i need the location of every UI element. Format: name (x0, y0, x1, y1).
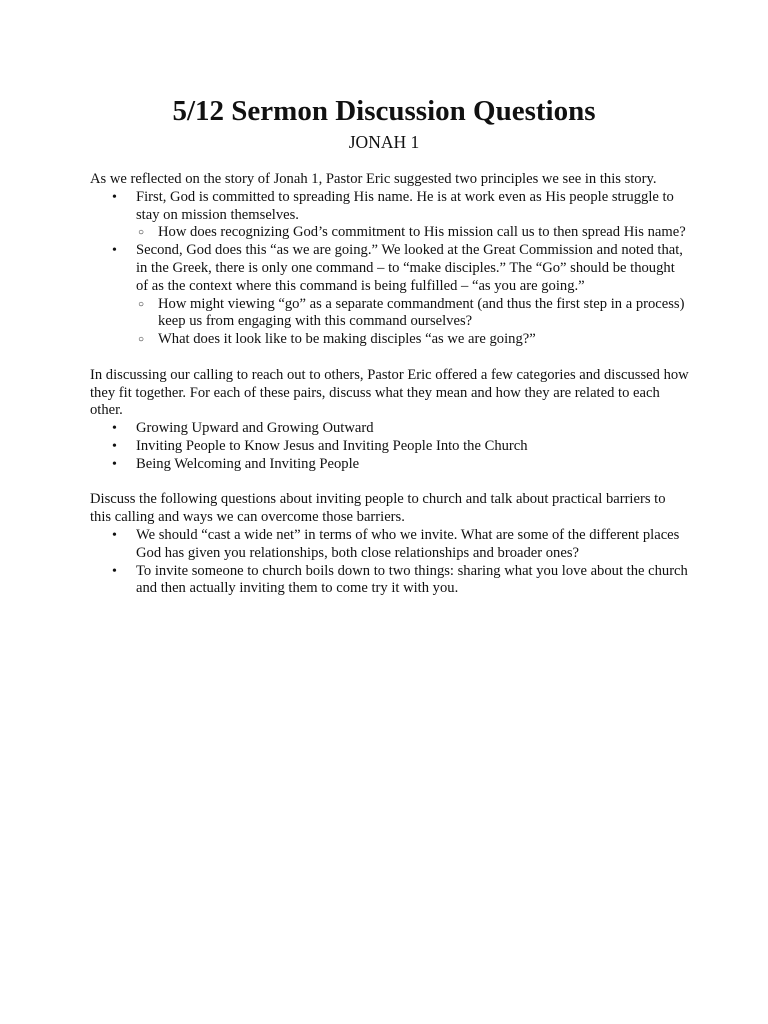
page-subtitle: JONAH 1 (348, 132, 420, 152)
sub-list-item-text: How does recognizing God’s commitment to His mission call us to then spread His name? (158, 224, 686, 241)
section-2-list (90, 420, 690, 473)
bullet-marker: • (112, 527, 117, 543)
list-item (90, 438, 690, 456)
section-3-list (90, 527, 690, 598)
list-item-text: Second, God does this “as we are going.” We looked at the Great Commission and noted that, in the Greek, there is only one command – to “make disciples.” The “Go” should be thought of as the context where this command is being fulfilled – “as you are going.” (136, 242, 683, 294)
sub-list (136, 296, 690, 349)
section-1-list (90, 189, 690, 349)
list-item-text: To invite someone to church boils down to two things: sharing what you love about the church and then actually inviting them to come try it with you. (136, 562, 688, 597)
list-item-text: Inviting People to Know Jesus and Inviting People Into the Church (136, 437, 528, 454)
list-item-text: Growing Upward and Growing Outward (136, 420, 374, 437)
sub-list (136, 224, 690, 242)
section-2-intro: In discussing our calling to reach out to others, Pastor Eric offered a few categories and discussed how they fit together. For each of these pairs, discuss what they mean and how they are related to each other. (90, 366, 689, 419)
sub-bullet-marker: ○ (138, 298, 145, 310)
paragraph-spacer (90, 349, 690, 367)
list-item (90, 527, 690, 563)
sub-bullet-marker: ○ (138, 227, 145, 239)
sub-list-item-text: How might viewing “go” as a separate commandment (and thus the first step in a process) keep us from engaging with this command ourselves? (158, 295, 685, 330)
document-body (90, 171, 690, 598)
list-item (90, 189, 690, 242)
sub-list-item-text: What does it look like to be making disciples “as we are going?” (158, 331, 536, 348)
section-1-intro: As we reflected on the story of Jonah 1, Pastor Eric suggested two principles we see in this story. (90, 171, 657, 187)
sub-bullet-marker: ○ (138, 334, 145, 346)
sub-list-item (90, 331, 690, 349)
list-item-text: First, God is committed to spreading His name. He is at work even as His people struggle to stay on mission themselves. (136, 188, 674, 223)
bullet-marker: • (112, 421, 117, 437)
list-item-text: We should “cast a wide net” in terms of who we invite. What are some of the different places God has given you relationships, both close relationships and broader ones? (136, 526, 680, 561)
page-title: 5/12 Sermon Discussion Questions (172, 95, 596, 127)
bullet-marker: • (112, 189, 117, 205)
bullet-marker: • (112, 456, 117, 472)
bullet-marker: • (112, 243, 117, 259)
list-item (90, 242, 690, 349)
sub-list-item (90, 224, 690, 242)
bullet-marker: • (112, 563, 117, 579)
sub-list-item (90, 296, 690, 332)
list-item (90, 420, 690, 438)
list-item (90, 456, 690, 474)
list-item-text: Being Welcoming and Inviting People (136, 455, 360, 472)
paragraph-spacer (90, 474, 690, 492)
list-item (90, 563, 690, 599)
bullet-marker: • (112, 438, 117, 454)
section-3-intro: Discuss the following questions about inviting people to church and talk about practical barriers to this calling and ways we can overcome those barriers. (90, 491, 666, 526)
